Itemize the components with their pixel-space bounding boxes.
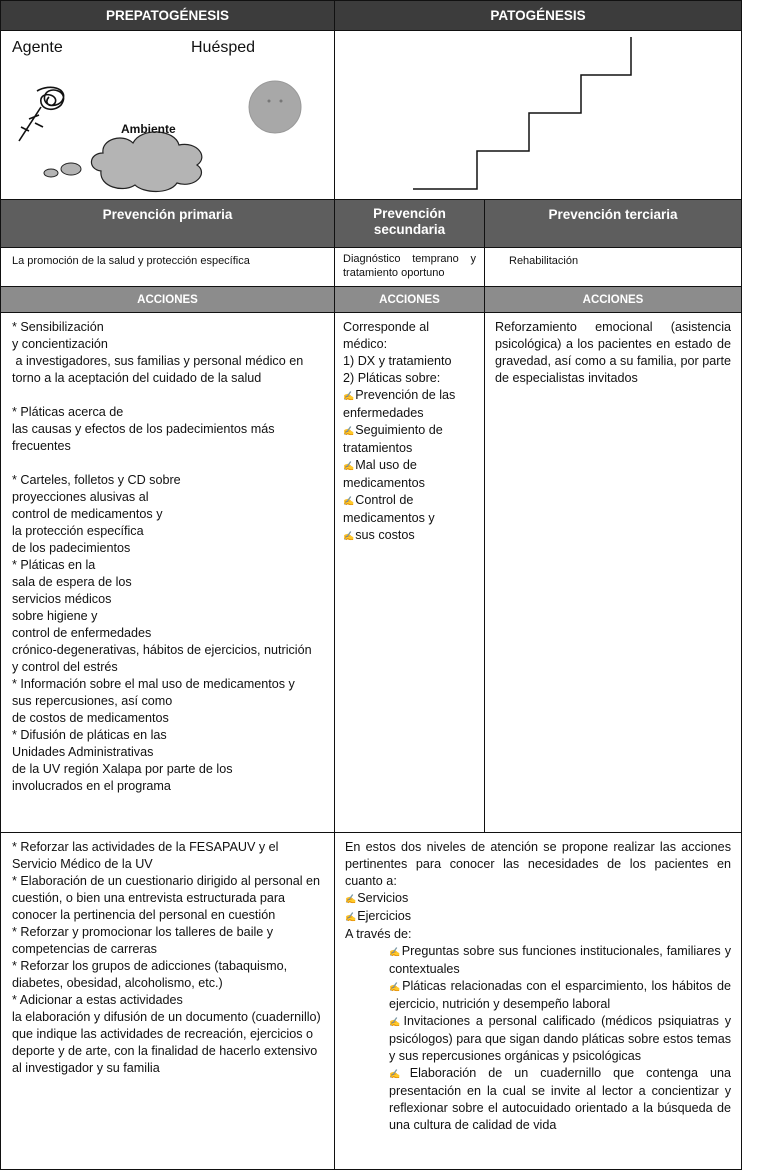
terciaria-description-text: Rehabilitación xyxy=(509,255,579,267)
secundaria-bullet: ✍ Prevención de las enfermedades xyxy=(343,387,476,422)
method-item: ✍ Elaboración de un cuadernillo que contenga una presentación en la cual se invite al lector a concientizar y reflexionar sobre el autocuidado orientado a la búsqueda de una cultura de calidad de vida xyxy=(389,1065,731,1134)
terciaria-acciones-text: Reforzamiento emocional (asistencia psicológica) a los pacientes en estado de gravedad, así como a su familia, por parte de especialistas invitados xyxy=(495,320,731,385)
proposal-item: * Reforzar y promocionar los talleres de baile y competencias de carreras xyxy=(12,925,274,956)
primaria-description-text: La promoción de la salud y protección específica xyxy=(12,255,250,267)
action-line: y concientización xyxy=(12,337,108,351)
method-item: ✍ Pláticas relacionadas con el esparcimiento, los hábitos de ejercicio, nutrición y desempeño laboral xyxy=(389,978,731,1013)
action-line: las causas y efectos de los padecimientos más frecuentes xyxy=(12,422,275,453)
agente-label: Agente xyxy=(12,39,63,56)
patogenesis-label: PATOGÉNESIS xyxy=(490,8,586,23)
ambiente-label: Ambiente xyxy=(121,122,176,136)
prepatogenesis-label: PREPATOGÉNESIS xyxy=(105,8,230,23)
proposal-item: * Adicionar a estas actividades xyxy=(12,993,183,1007)
action-line: de costos de medicamentos xyxy=(12,711,169,725)
prepatogenesis-illustration xyxy=(0,30,335,200)
action-line: a investigadores, sus familias y personal médico en torno a la aceptación del cuidado de la salud xyxy=(12,354,307,385)
action-line: * Carteles, folletos y CD sobre xyxy=(12,473,181,487)
secundaria-description xyxy=(334,247,485,287)
primaria-acciones xyxy=(0,312,335,833)
action-line: crónico-degenerativas, hábitos de ejercicios, nutrición xyxy=(12,643,312,657)
patogenesis-illustration xyxy=(334,30,742,200)
acciones-label: ACCIONES xyxy=(137,293,198,306)
action-line: la protección específica xyxy=(12,524,144,538)
action-line: * Sensibilización xyxy=(12,320,104,334)
action-line: sala de espera de los xyxy=(12,575,132,589)
need-item: ✍ Ejercicios xyxy=(345,908,731,926)
method-item: ✍ Invitaciones a personal calificado (médicos psiquiatras y psicólogos) para que sigan dando pláticas sobre estos temas y sus repercusiones orgánicas y psicológicas xyxy=(389,1013,731,1065)
action-line: involucrados en el programa xyxy=(12,779,171,793)
huesped-label: Huésped xyxy=(191,39,256,56)
terciaria-acciones xyxy=(484,312,742,833)
acciones-secundaria-header xyxy=(334,286,485,313)
prevencion-terciaria-header xyxy=(484,199,742,248)
secundaria-description-text: Diagnóstico temprano y tratamiento oportuno xyxy=(343,253,476,279)
stairs-icon xyxy=(405,31,645,201)
acciones-label: ACCIONES xyxy=(582,293,644,306)
action-line: de los padecimientos xyxy=(12,541,131,555)
secundaria-intro: Corresponde al médico: xyxy=(343,320,430,351)
action-line: * Pláticas acerca de xyxy=(12,405,124,419)
action-line: de la UV región Xalapa por parte de los xyxy=(12,762,233,776)
bottom-right-intro: En estos dos niveles de atención se propone realizar las acciones pertinentes para conocer las necesidades de los pacientes en cuanto a: xyxy=(345,840,731,888)
acciones-terciaria-header xyxy=(484,286,742,313)
patogenesis-header xyxy=(334,0,742,31)
action-line: y control del estrés xyxy=(12,660,118,674)
secundaria-bullet: ✍ Seguimiento de tratamientos xyxy=(343,422,476,457)
action-line: * Información sobre el mal uso de medicamentos y xyxy=(12,677,295,691)
prevencion-terciaria-label: Prevención terciaria xyxy=(548,207,678,222)
secundaria-bullet: ✍ sus costos xyxy=(343,527,476,545)
secundaria-bullet: ✍ Control de medicamentos y xyxy=(343,492,476,527)
through-label: A través de: xyxy=(345,927,412,941)
action-line: control de enfermedades xyxy=(12,626,152,640)
prevencion-primaria-label: Prevención primaria xyxy=(102,207,233,222)
action-line: servicios médicos xyxy=(12,592,112,606)
proposal-item: * Elaboración de un cuestionario dirigido al personal en cuestión, o bien una entrevista estructurada para conocer la pertinencia del personal en cuestión xyxy=(12,874,321,922)
action-line: sus repercusiones, así como xyxy=(12,694,173,708)
action-line: * Pláticas en la xyxy=(12,558,96,572)
proposal-item: * Reforzar las actividades de la FESAPAUV y el Servicio Médico de la UV xyxy=(12,840,279,871)
action-line: * Difusión de pláticas en las xyxy=(12,728,167,742)
action-line: sobre higiene y xyxy=(12,609,98,623)
secundaria-acciones xyxy=(334,312,485,833)
terciaria-description xyxy=(484,247,742,287)
host-face-icon xyxy=(247,79,303,135)
bottom-right-proposals xyxy=(334,832,742,1170)
action-line: Unidades Administrativas xyxy=(12,745,154,759)
secundaria-item-2: 2) Pláticas sobre: xyxy=(343,371,441,385)
acciones-label: ACCIONES xyxy=(379,293,440,306)
bottom-left-proposals xyxy=(0,832,335,1170)
prevencion-secundaria-header xyxy=(334,199,485,248)
proposal-item: * Reforzar los grupos de adicciones (tabaquismo, diabetes, obesidad, alcoholismo, etc.) xyxy=(12,959,288,990)
acciones-primaria-header xyxy=(0,286,335,313)
need-item: ✍ Servicios xyxy=(345,890,731,908)
prepatogenesis-header xyxy=(0,0,335,31)
method-item: ✍ Preguntas sobre sus funciones institucionales, familiares y contextuales xyxy=(389,943,731,978)
secundaria-item-1: 1) DX y tratamiento xyxy=(343,354,452,368)
prevencion-primaria-header xyxy=(0,199,335,248)
primaria-description xyxy=(0,247,335,287)
action-line: proyecciones alusivas al xyxy=(12,490,149,504)
secundaria-bullet: ✍ Mal uso de medicamentos xyxy=(343,457,476,492)
action-line: control de medicamentos y xyxy=(12,507,163,521)
proposal-item: la elaboración y difusión de un documento (cuadernillo) que indique las actividades de recreación, ejercicios o deporte y de arte, con la finalidad de hacerlo extensivo al investigador y su familia xyxy=(12,1010,321,1075)
prevencion-secundaria-label: Prevención secundaria xyxy=(373,206,446,237)
